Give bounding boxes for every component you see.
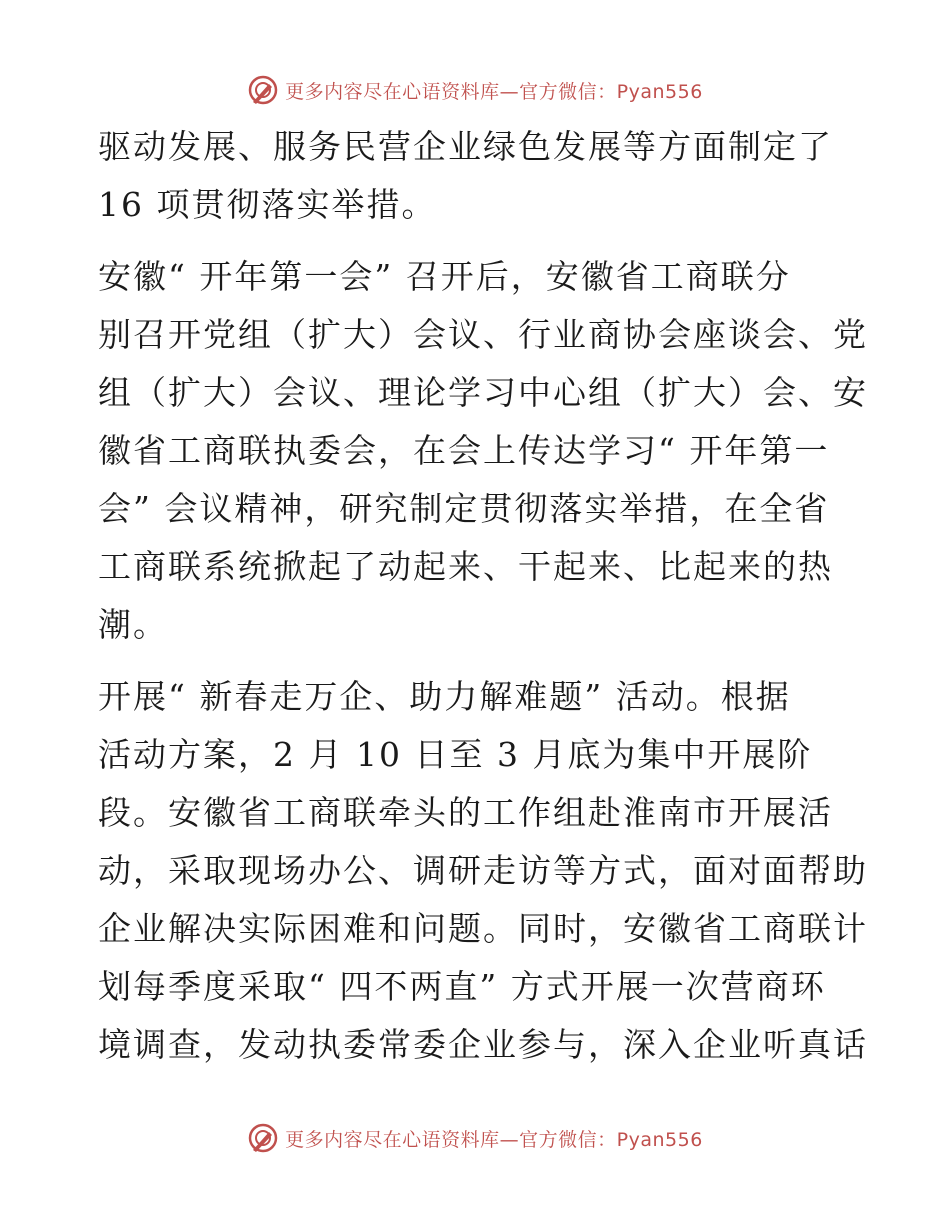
text-line: 16 项贯彻落实举措。 xyxy=(98,185,437,224)
text-line: 会” 会议精神，研究制定贯彻落实举措，在全省 xyxy=(98,489,830,528)
text-line: 驱动发展、服务民营企业绿色发展等方面制定了 xyxy=(98,127,833,166)
text-line: 企业解决实际困难和问题。同时，安徽省工商联计 xyxy=(98,909,868,948)
paragraph-3 xyxy=(98,668,868,1074)
text-line: 徽省工商联执委会，在会上传达学习“ 开年第一 xyxy=(98,431,830,470)
text-line: 开展“ 新春走万企、助力解难题” 活动。根据 xyxy=(98,677,791,716)
header-watermark xyxy=(0,70,950,110)
text-line: 段。安徽省工商联牵头的工作组赴淮南市开展活 xyxy=(98,793,833,832)
text-line: 潮。 xyxy=(98,605,168,644)
text-line: 工商联系统掀起了动起来、干起来、比起来的热 xyxy=(98,547,833,586)
document-body xyxy=(98,118,868,1074)
text-line: 动，采取现场办公、调研走访等方式，面对面帮助 xyxy=(98,851,868,890)
paragraph-1 xyxy=(98,118,858,234)
watermark-text: 更多内容尽在心语资料库—官方微信：Pyan556 xyxy=(285,80,703,103)
text-line: 别召开党组（扩大）会议、行业商协会座谈会、党 xyxy=(98,315,868,354)
text-line: 境调查，发动执委常委企业参与，深入企业听真话 xyxy=(98,1025,868,1064)
text-line: 活动方案，2 月 10 日至 3 月底为集中开展阶 xyxy=(98,735,813,774)
paragraph-2 xyxy=(98,248,868,654)
footer-watermark xyxy=(0,1118,950,1158)
text-line: 组（扩大）会议、理论学习中心组（扩大）会、安 xyxy=(98,373,868,412)
text-line: 划每季度采取“ 四不两直” 方式开展一次营商环 xyxy=(98,967,826,1006)
pen-logo-icon xyxy=(247,74,279,106)
text-line: 安徽“ 开年第一会” 召开后，安徽省工商联分 xyxy=(98,257,791,296)
watermark-text: 更多内容尽在心语资料库—官方微信：Pyan556 xyxy=(285,1128,703,1151)
pen-logo-icon xyxy=(247,1122,279,1154)
